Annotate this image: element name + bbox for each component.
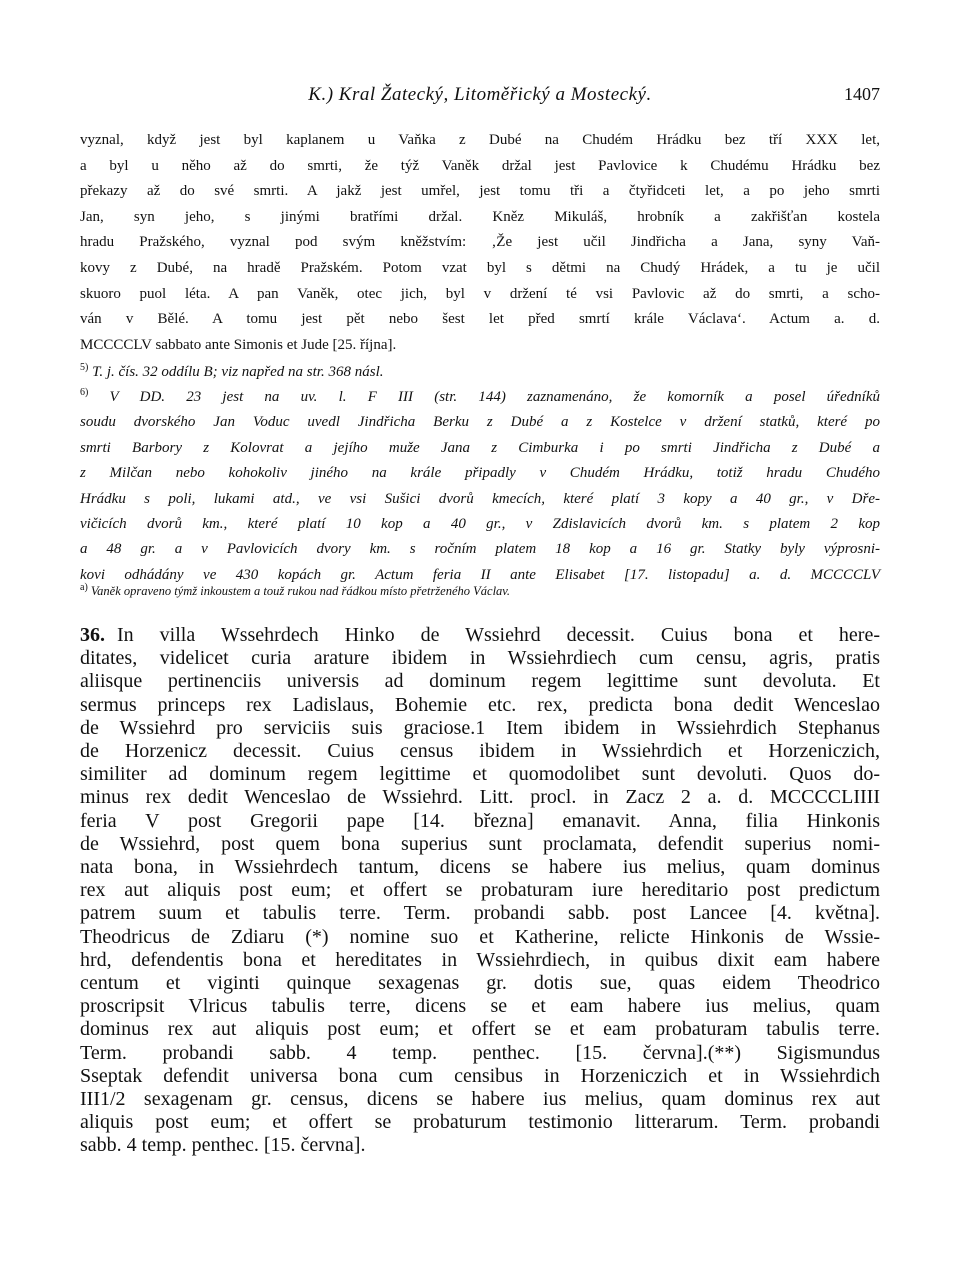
entry-line: nata bona, in Wssiehrdech tantum, dicens se habere ius melius, quam dominus	[80, 856, 880, 879]
text-line: kovy z Dubé, na hradě Pražském. Potom vzat byl s dětmi na Chudý Hrádek, a tu je učil	[80, 259, 880, 276]
entry-line: ditates, videlicet curia arature ibidem in Wssiehrdiech cum censu, agris, pratis	[80, 647, 880, 670]
entry-line: aliquis post eum; et offert se probaturum testimonio litterarum. Term. probandi	[80, 1111, 880, 1134]
entry-line: sabb. 4 temp. penthec. [15. června].	[80, 1134, 366, 1157]
text-line: skuoro puol léta. A pan Vaněk, otec jich, byl v držení té vsi Pavlovic až do smrti, a scho-	[80, 285, 880, 302]
text-line: a byl u něho až do smrti, že týž Vaněk držal jest Pavlovice k Chudému Hrádku bez	[80, 157, 880, 174]
entry-line: de Wssiehrd, post quem bona superius sunt proclamata, defendit superius nomi-	[80, 832, 880, 855]
footnote-line: a 48 gr. a v Pavlovicích dvory km. s ročním platem 18 kop a 16 gr. Statky byly výprosni-	[80, 541, 880, 558]
footnote-marker: 6)	[80, 387, 89, 398]
footnote-line: kovi odhádány ve 430 kopách gr. Actum feria II ante Elisabet [17. listopadu] a. d. MCCCCLV	[80, 566, 880, 583]
testimony-paragraph	[80, 128, 880, 358]
entry-line: sermus princeps rex Ladislaus, Bohemie etc. rex, predicta bona dedit Wenceslao	[80, 693, 880, 716]
footnote-marker: a)	[80, 582, 88, 593]
entry-line: feria V post Gregorii pape [14. března] emanavit. Anna, filia Hinkonis	[80, 809, 880, 832]
entry-line: Term. probandi sabb. 4 temp. penthec. [15. června].(**) Sigismundus	[80, 1041, 880, 1064]
entry-number: 36.	[80, 624, 105, 646]
entry-line: Sseptak defendit universa bona cum censibus in Horzeniczich et in Wssiehrdich	[80, 1064, 880, 1087]
entry-line: de Wssiehrd pro serviciis suis graciose.1 Item ibidem in Wssiehrdich Stephanus	[80, 716, 880, 739]
entry-line: hrd, defendentis bona et hereditates in Wssiehrdiech, in quibus dixit eam habere	[80, 948, 880, 971]
footnote-6	[80, 380, 880, 588]
entry-line: Theodricus de Zdiaru (*) nomine suo et Katherine, relicte Hinkonis de Wssie-	[80, 925, 880, 948]
entry-line: minus rex dedit Wenceslao de Wssiehrd. Litt. procl. in Zacz 2 a. d. MCCCCLIIII	[80, 786, 880, 809]
footnote-line: Hrádku s poli, lukami atd., ve vsi Sušici dvorů kmecích, které platí 3 kopy a 40 gr., v Dře-	[80, 490, 880, 507]
entry-36	[80, 624, 880, 1158]
entry-line: rex aut aliquis post eum; et offert se probaturam iure hereditario post predictum	[80, 879, 880, 902]
footnote-text: Vaněk opraveno týmž inkoustem a touž rukou nad řádkou místo přetrženého Václav.	[90, 584, 511, 599]
text-line: Jan, syn jeho, s jinými bratřími držal. Kněz Mikuláš, hrobník a zakřišťan kostela	[80, 208, 880, 225]
running-head: K.) Kral Žatecký, Litoměřický a Mostecký.	[308, 84, 652, 105]
entry-line: patrem suum et tabulis terre. Term. probandi sabb. post Lancee [4. května].	[80, 902, 880, 925]
footnote-a	[80, 582, 880, 599]
footnote-text: T. j. čís. 32 oddílu B; viz napřed na str. 368 násl.	[92, 364, 384, 380]
footnote-line: soudu dvorského Jan Voduc uvedl Jindřicha Berku z Dubé a z Kostelce v držení statků, které po	[80, 414, 880, 431]
entry-line: centum et viginti quinque sexagenas gr. dotis sue, quas eidem Theodrico	[80, 972, 880, 995]
footnote-marker: 5)	[80, 362, 89, 373]
footnote-line: smrti Barbory z Kolovrat a jejího muže Jana z Cimburka i po smrti Jindřicha z Dubé a	[80, 439, 880, 456]
entry-line: de Horzenicz decessit. Cuius census ibidem in Wssiehrdich et Horzeniczich,	[80, 740, 880, 763]
footnote-line: z Milčan nebo kohokoliv jiného na krále připadly v Chudém Hrádku, totiž hradu Chudého	[80, 465, 880, 482]
entry-line: dominus rex aut aliquis post eum; et offert se et eam probaturam tabulis terre.	[80, 1018, 880, 1041]
text-line: ván v Bělé. A tomu jest pět nebo šest let před smrtí krále Václava‘. Actum a. d.	[80, 311, 880, 328]
entry-line: In villa Wssehrdech Hinko de Wssiehrd decessit. Cuius bona et here-	[117, 624, 880, 646]
text-line: překazy až do své smrti. A jakž jest umřel, jest tomu tři a čtyřidceti let, a po jeho smrti	[80, 183, 880, 200]
footnote-line: vičicích dvorů km., které platí 10 kop a 40 gr., v Zdislavicích dvorů km. s platem 2 kop	[80, 516, 880, 533]
entry-line: aliisque pertinenciis universis ad dominum regem legittime sunt devoluta. Et	[80, 670, 880, 693]
entry-line: similiter ad dominum regem legittime et quomodolibet sunt devoluti. Quos do-	[80, 763, 880, 786]
text-line: MCCCCLV sabbato ante Simonis et Jude [25. října].	[80, 336, 397, 353]
page-header	[80, 84, 880, 112]
text-line: hradu Pražského, vyznal pod svým kněžstvím: ‚Že jest učil Jindřicha a Jana, syny Vaň-	[80, 234, 880, 251]
text-line: vyznal, když jest byl kaplanem u Vaňka z Dubé na Chudém Hrádku bez tří XXX let,	[80, 132, 880, 148]
page-number: 1407	[844, 84, 880, 104]
entry-line: proscripsit Vlricus tabulis terre, dicens se et eam habere ius melius, quam	[80, 995, 880, 1018]
footnote-text: V DD. 23 jest na uv. l. F III (str. 144) zaznamenáno, že komorník a posel úředníků	[109, 389, 880, 405]
entry-line: III1/2 sexagenam gr. census, dicens se habere ius melius, quam dominus rex aut	[80, 1088, 880, 1111]
